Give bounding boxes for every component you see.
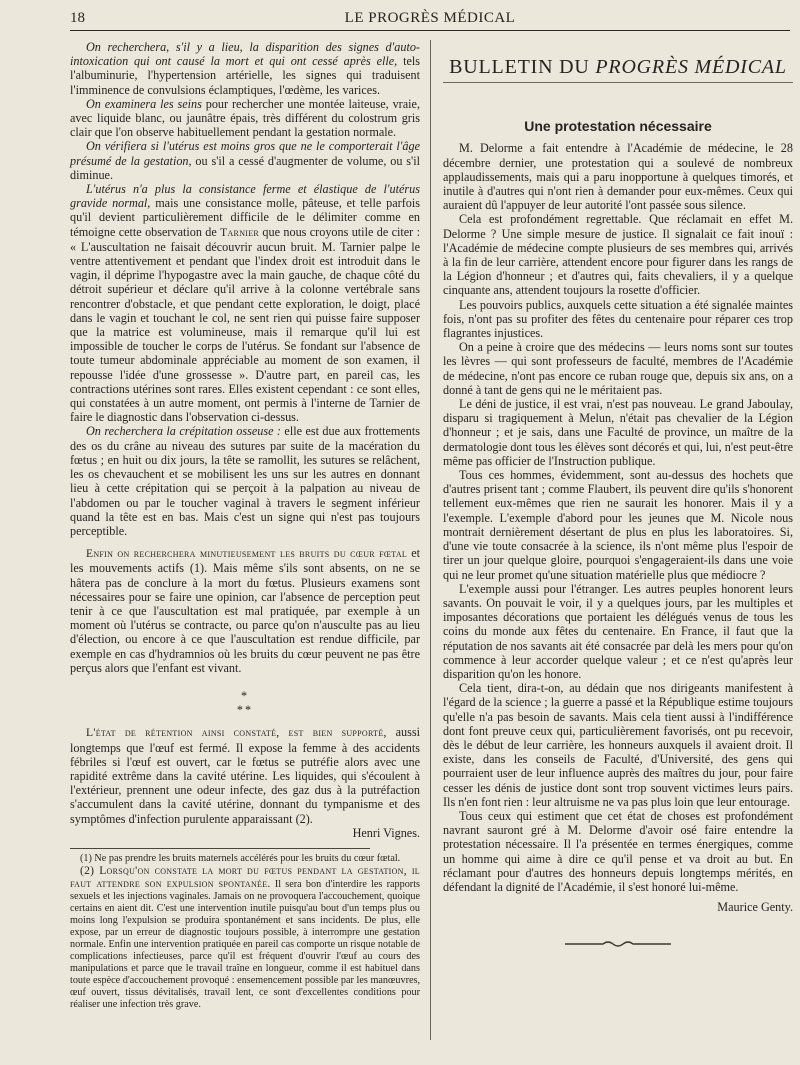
paragraph: M. Delorme a fait entendre à l'Académie de médecine, le 28 décembre dernier, une protestation qui a soulevé de nombreux applaudissements, mais qui a paru inopportune à quelques timorés, et inutile à d'autres qui n'ont rien à demander pour eux-mêmes. Ceux qui auraient dû l'appuyer de leur autorité l'ont passée sous silence. — [443, 141, 793, 213]
footnote: (2) Lorsqu'on constate la mort du fœtus pendant la gestation, il faut attendre son expulsion spontanée. Il sera bon d'interdire les rapports sexuels et les injections vaginales. Jamais on ne provoquera l'accouchement, quoique certains en aient dit. C'est une intervention inutile puisqu'au bout d'un temps plus ou moins long l'expulsion se produira spontanément et sans incidents. De plus, elle expose, par un erreur de diagnostic toujours possible, à interrompre une gestation normale. Enfin une intervention pratiquée en pareil cas comporte un risque notable de complications infectieuses, parce qu'il est fréquent d'ouvrir l'œuf au cours des manipulations et parce que le travail traîne en longueur, comme il est habituel dans toute espèce d'accouchement provoqué : ensemencement possible par les manœuvres, œuf ouvert, tissus dévitalisés, travail lent, ce sont d'excellentes conditions pour réaliser une infection très grave. — [70, 864, 420, 1010]
paragraph: Enfin on recherchera minutieusement les bruits du cœur fœtal et les mouvements actifs (1). Mais même s'ils sont absents, on ne se hâtera pas de conclure à la mort du fœtus. Plusieurs examens sont nécessaires pour se faire une opinion, car l'absence de perception peut tenir à ce que l'auscultation est mal pratiquée, par exemple à un moment où l'utérus se contracte, ou parce qu'on n'ausculte pas au lieu d'élection, ou encore à ce que l'auscultation est rendue difficile, par exemple en cas d'hydramnios où les bruits du cœur peuvent ne pas être perçus alors que l'enfant est vivant. — [70, 546, 420, 675]
paragraph: Tous ces hommes, évidemment, sont au-dessus des hochets que d'autres prisent tant ; comme Flaubert, ils peuvent dire qu'ils s'honorent tellement eux-mêmes que rien ne saurait les honorer. Mais il y a l'exemple. L'exemple d'abord pour les jeunes que M. Nicole nous montrait dernièrement désertant de plus en plus les laboratoires. Si, d'une vie toute consacrée à la science, ils n'ont même plus l'espoir de tirer un jour quelque gloire, pourquoi s'engageraient-ils dans une voie qui ne leur promet qu'une situation matérielle plus que médiocre ? — [443, 468, 793, 582]
author-signature: Henri Vignes. — [352, 825, 420, 840]
paragraph: Le déni de justice, il est vrai, n'est pas nouveau. Le grand Jaboulay, disparu si tragiquement à Melun, n'était pas chevalier de la Légion d'honneur ; et je sais, dans une Faculté de province, un maître de la dermatologie dont tous les élèves sont décorés et qui, lui, n'est peut-être même pas officier de l'Instruction publique. — [443, 397, 793, 468]
footnote: (1) Ne pas prendre les bruits maternels accélérés pour les bruits du cœur fœtal. — [80, 852, 401, 864]
journal-title: LE PROGRÈS MÉDICAL — [344, 10, 516, 26]
paragraph: On a peine à croire que des médecins — leurs noms sont sur toutes les lèvres — qui sont professeurs de faculté, membres de l'Académie de médecine, n'ont pas encore ce ruban rouge que, depuis six ans, on a donné à tant de gens qui ne le méritaient pas. — [443, 340, 793, 397]
bulletin-title: BULLETIN DU PROGRÈS MÉDICAL — [443, 60, 793, 83]
right-column — [443, 52, 793, 954]
paragraph: On recherchera, s'il y a lieu, la disparition des signes d'auto-intoxication qui ont causé la mort et qui ont cessé après elle, tels l'albuminurie, l'hypertension artérielle, les signes qui traduisent l'imminence de convulsions éclamptiques, l'œdème, les varices. — [70, 40, 420, 97]
paragraph: L'utérus n'a plus la consistance ferme et élastique de l'utérus gravide normal, mais une consistance molle, pâteuse, et telle parfois qu'il devient particulièrement difficile de le délimiter comme en témoigne cette observation de Tarnier que nous croyons utile de citer : « L'auscultation ne faisait découvrir aucun bruit. M. Tarnier palpe le ventre attentivement et pendant que l'index droit est introduit dans le vagin, il déprime l'hypogastre avec la main gauche, de chaque côté du détroit supérieur et déclare qu'il arrive à la colonne vertébrale sans rencontrer d'obstacle, et que pendant cette exploration, le doigt, placé dans le vagin et touchant le col, ne sent rien qui puisse faire supposer que la matrice est volumineuse, mais il remarque qu'il lui est impossible de toucher le corps de l'utérus. Se fondant sur l'absence de toute tumeur abdominale appréciable au moment de son examen, il repousse l'idée d'une grossesse ». D'autre part, en pareil cas, les contractions utérines sont rares. Elles existent cependant : ce sont elles, qui constatées à un autre moment, ont permis à l'interne de Tarnier de faire le diagnostic dans l'observation ci-dessus. — [70, 182, 420, 425]
page-number: 18 — [70, 10, 85, 26]
paragraph: Cela tient, dira-t-on, au dédain que nos dirigeants manifestent à l'égard de la science ; la guerre a passé et la République estime toujours qu'elle n'a pas besoin de savants. Mais cela tient aussi à l'indifférence dont font preuve ceux qui, particulièrement favorisés, ont pu recevoir, dès le début de leur carrière, les honneurs auxquels il avaient droit. Il existe, dans les conseils de Faculté, d'Université, des gens qui pourraient user de leur influence auprès des maîtres du jour, pour faire cesser les dénis de justice dont sont trop souvent victimes leurs pairs. Ils n'en font rien : leur altruisme ne va pas plus loin que leur entourage. — [443, 681, 793, 809]
paragraph: On vérifiera si l'utérus est moins gros que ne le comporterait l'âge présumé de la gestation, ou s'il a cessé d'augmenter de volume, ou s'il diminue. — [70, 139, 420, 182]
paragraph: On recherchera la crépitation osseuse : elle est due aux frottements des os du crâne au niveau des sutures par suite de la macération du fœtus ; en huit ou dix jours, la tête se ramollit, les sutures se relâchent, les os chevauchent et se mobilisent les uns sur les autres en donnant lieu à cette crépitation qui se perçoit à la palpation au niveau de l'abdomen ou par le toucher vaginal à travers le segment inférieur quand la tête est en bas. Mais c'est un signe qui n'est pas toujours perceptible. — [70, 424, 420, 538]
article-title: Une protestation nécessaire — [524, 118, 712, 135]
column-rule — [430, 40, 431, 1040]
left-column — [70, 40, 420, 1011]
paragraph: On examinera les seins pour rechercher une montée laiteuse, vraie, avec liquide blanc, ou jaunâtre épais, très différent du colostrum gris clair que l'on observe habituellement pendant la gestation normale. — [70, 96, 420, 140]
section-separator: * ** — [236, 688, 254, 718]
paragraph: Cela est profondément regrettable. Que réclamait en effet M. Delorme ? Une simple mesure de justice. Il signalait ce fait inouï : l'Académie de médecine compte plusieurs de ses membres qui, arrivés à la fin de leur carrière, attendent encore pour figurer dans les rangs de la Légion d'honneur ; et d'autres qui, faits chevaliers, il y a quelque cinquante ans, attendent toujours la rosette d'officier. — [443, 212, 793, 298]
paragraph: L'état de rétention ainsi constaté, est bien supporté, aussi longtemps que l'œuf est fermé. Il expose la femme à des accidents fébriles si l'œuf est ouvert, car le fœtus se putréfie alors avec une rapidité extrême dans la cavité utérine. Les liquides, qui s'écoulent à l'extérieur, prennent une odeur infecte, des gaz dus à la putréfaction s'accumulent dans la cavité utérine, donnant du tympanisme et des symptômes d'infection purulente apparaissant (2). — [70, 725, 421, 826]
author-signature: Maurice Genty. — [717, 900, 793, 915]
paragraph: Les pouvoirs publics, auxquels cette situation a été signalée maintes fois, n'ont pas su profiter des fêtes du centenaire pour réparer ces trop flagrantes injustices. — [443, 297, 793, 341]
tailpiece-ornament-icon — [443, 938, 793, 953]
paragraph: Tous ceux qui estiment que cet état de choses est profondément navrant sauront gré à M. Delorme d'avoir osé faire entendre la protestation nécessaire. Il l'a présentée en termes énergiques, comme un homme qui aime à dire ce qu'il pense et va droit au but. En réclamant pour d'autres des honneurs depuis longtemps mérités, en défendant la dignité de l'Académie, il s'est honoré lui-même. — [443, 808, 793, 894]
footnotes — [70, 853, 420, 1011]
running-header — [70, 6, 790, 31]
paragraph: L'exemple aussi pour l'étranger. Les autres peuples honorent leurs savants. On pouvait le voir, il y a quelques jours, par les multiples et imposantes décorations que portaient les délégués venus de tous les coins du monde aux fêtes du centenaire. En France, il faut que la réputation de nos savants ait été consacrée par delà les mers pour qu'on commence à leur accorder quelque valeur ; et ce n'est qu'après leur disparition qu'on les honore. — [443, 581, 793, 681]
footnote-rule — [70, 848, 370, 849]
